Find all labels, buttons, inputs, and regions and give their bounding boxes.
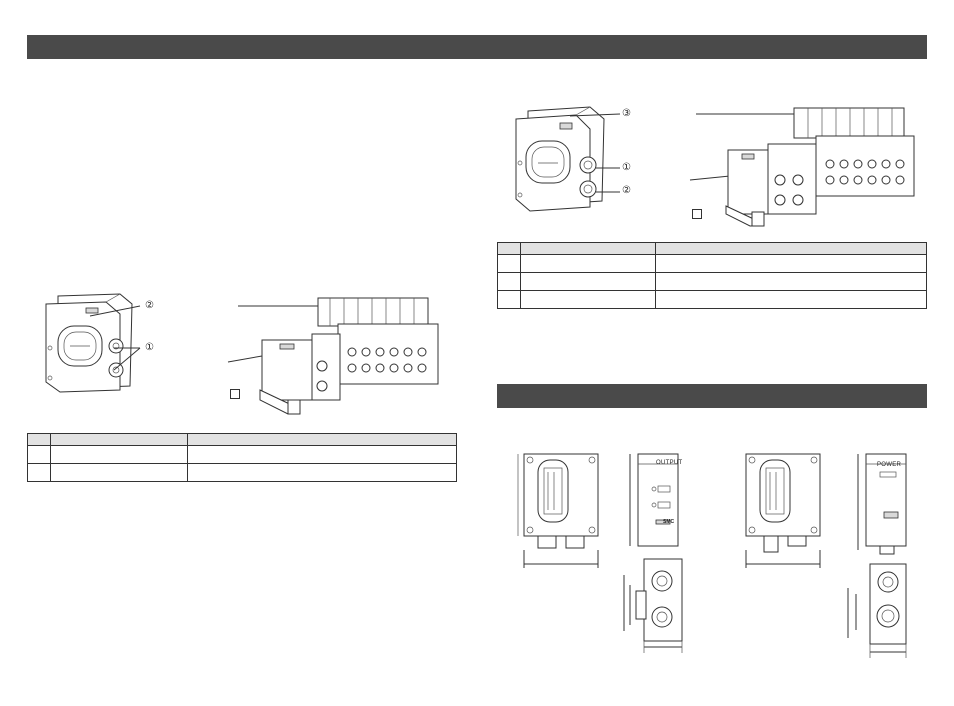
output-label: OUTPUT: [656, 460, 683, 466]
section-header-bar-top: [27, 35, 927, 59]
table-cell: [51, 464, 188, 482]
left-table-header-no: [28, 434, 51, 446]
table-cell: [656, 255, 927, 273]
table-cell: [656, 273, 927, 291]
table-row: [498, 273, 927, 291]
table-row: [498, 291, 927, 309]
callout-lines-left: [90, 300, 150, 360]
brand-label-left: SMC: [663, 519, 675, 525]
table-cell: [521, 273, 656, 291]
section-header-bar-dimensions: [497, 384, 927, 408]
table-cell: [498, 273, 521, 291]
table-cell: [28, 446, 51, 464]
right-table-header-no: [498, 243, 521, 255]
callout-1-left: ①: [145, 342, 154, 353]
table-row: [28, 446, 457, 464]
dimension-drawing-bottom-2: [840, 560, 920, 665]
table-cell: [498, 291, 521, 309]
manifold-drawing-right: [690, 100, 920, 230]
table-cell: [51, 446, 188, 464]
callout-2-right: ②: [622, 185, 631, 196]
right-table-header: [498, 243, 927, 255]
left-table-header-desc: [188, 434, 457, 446]
callout-1-right: ①: [622, 162, 631, 173]
right-table: [497, 242, 927, 309]
dimension-drawing-bottom-1: [616, 555, 696, 660]
callout-2-left: ②: [145, 300, 154, 311]
right-table-header-desc: [656, 243, 927, 255]
table-cell: [498, 255, 521, 273]
callout-3-right: ③: [622, 108, 631, 119]
power-label: POWER: [877, 462, 902, 468]
dimension-drawing-side-output: [626, 450, 686, 560]
table-cell: [28, 464, 51, 482]
table-cell: [188, 464, 457, 482]
left-table: [27, 433, 457, 482]
checkbox-icon-left: [230, 389, 240, 399]
checkbox-icon-right: [692, 209, 702, 219]
left-table-header-item: [51, 434, 188, 446]
table-row: [28, 464, 457, 482]
table-row: [498, 255, 927, 273]
dimension-drawing-front-1: [516, 450, 606, 575]
left-table-header: [28, 434, 457, 446]
table-cell: [521, 291, 656, 309]
right-table-header-item: [521, 243, 656, 255]
table-cell: [656, 291, 927, 309]
callout-lines-right: [570, 110, 630, 200]
table-cell: [188, 446, 457, 464]
table-cell: [521, 255, 656, 273]
manifold-drawing-left: [228, 290, 448, 420]
dimension-drawing-front-2: [740, 450, 830, 575]
